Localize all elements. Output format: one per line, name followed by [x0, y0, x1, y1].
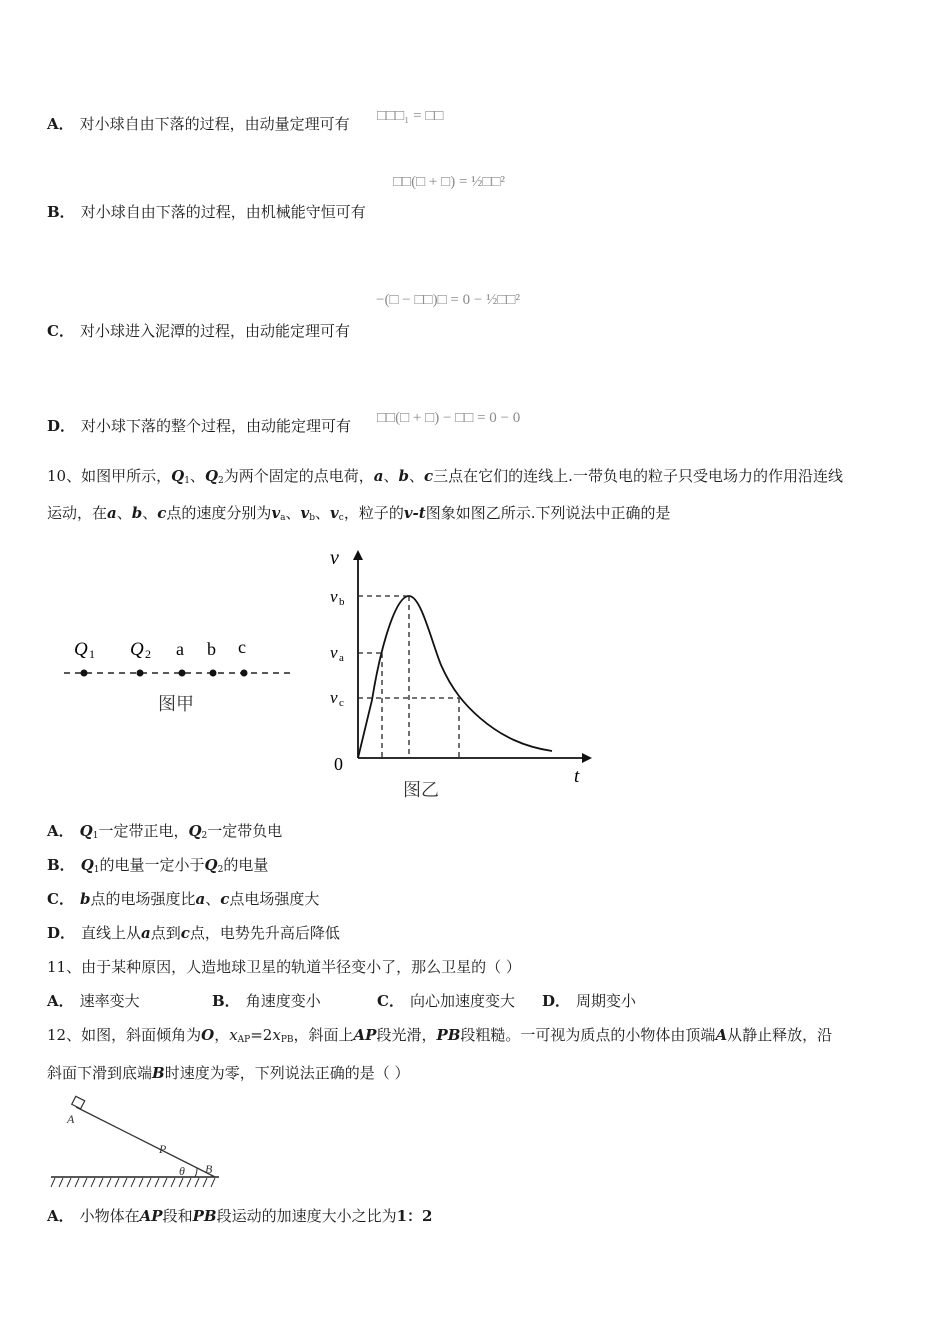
var-segment: PB: [436, 1026, 461, 1044]
option-text: 点到: [150, 924, 181, 942]
var-segment: AP: [353, 1026, 377, 1044]
option-text: 角速度变小: [245, 992, 321, 1010]
stem-text: ，: [214, 1026, 230, 1044]
q9-formula-c: −(□ − □□)□ = 0 − ½□□²: [376, 292, 520, 308]
q9-option-a: [47, 113, 350, 135]
option-label: D．: [47, 417, 76, 435]
option-label: A．: [47, 1207, 74, 1225]
var-q2-sub: 2: [218, 476, 224, 486]
stem-text: 图象如图乙所示.下列说法中正确的是: [425, 504, 671, 522]
var-q-sub: 2: [201, 831, 208, 841]
point-q1: [81, 670, 88, 677]
option-text: 段和: [162, 1207, 193, 1225]
q12-stem-line2: [47, 1062, 409, 1084]
option-label: C．: [47, 322, 74, 340]
q12-option-a: [47, 1205, 432, 1227]
ground-hatching: [51, 1178, 215, 1187]
q10-option-c: [47, 888, 319, 910]
stem-text: 由于某种原因，人造地球卫星的轨道半径变小了，那么卫星的（ ）: [81, 958, 521, 976]
stem-text: 段粗糙。一可视为质点的小物体由顶端: [460, 1026, 716, 1044]
option-text: 小物体在: [79, 1207, 140, 1225]
stem-text: 时速度为零，下列说法正确的是（ ）: [164, 1064, 410, 1082]
option-text: 速率变大: [79, 992, 140, 1010]
option-text: 的电量: [223, 856, 269, 874]
figure-yi: [320, 540, 600, 805]
stem-text: 三点在它们的连线上.一带负电的粒子只受电场力的作用沿连线: [433, 467, 843, 485]
caption-yi: 图乙: [403, 780, 439, 800]
var-v: v: [403, 504, 413, 522]
label-vc: v: [330, 688, 338, 707]
option-text: 对小球自由下落的过程，由动量定理可有: [79, 115, 350, 133]
q9-formula-d: □□(□ + □) − □□ = 0 − 0: [377, 410, 521, 426]
var-point: a: [141, 924, 151, 942]
option-text: 段运动的加速度大小之比为: [216, 1207, 397, 1225]
q11-option-a: [47, 990, 140, 1012]
point-c: [241, 670, 248, 677]
var-point: c: [180, 924, 190, 942]
block: [72, 1096, 85, 1109]
var-v-sub: c: [338, 513, 344, 523]
var-point: c: [220, 890, 230, 908]
option-text: 点电场强度大: [229, 890, 320, 908]
label-t: t: [574, 766, 580, 787]
var-b: b: [131, 504, 143, 522]
q11-stem: [47, 956, 521, 978]
var-q1: Q: [171, 467, 185, 485]
q10-stem-line2: 运动，在a、b、c点的速度分别为$v_a$、$v_b$、$v_c$，粒子的v-t图象如图乙所示.下列说法中正确的是: [47, 504, 671, 523]
option-label: D．: [542, 992, 571, 1010]
label-a: a: [176, 639, 184, 659]
q11-option-c: [377, 990, 515, 1012]
option-label: C．: [47, 890, 74, 908]
option-text: 直线上从: [81, 924, 142, 942]
option-label: A．: [47, 992, 74, 1010]
question-number: 10、: [47, 467, 82, 485]
option-text: 、: [205, 890, 221, 908]
var-vt: v-t: [403, 504, 426, 522]
stem-text: 点的速度分别为: [166, 504, 272, 522]
q9-formula-a: □□□₁ = □□: [377, 108, 444, 124]
var-x-sub: PB: [280, 1035, 294, 1045]
stem-text: 运动，在: [47, 504, 108, 522]
stem-text: ，粒子的: [343, 504, 404, 522]
q9-option-d: [47, 415, 351, 437]
option-label: B．: [47, 856, 75, 874]
stem-text: 如图甲所示，: [81, 467, 172, 485]
q12-stem-line1: [47, 1024, 832, 1051]
var-point: A: [715, 1026, 728, 1044]
point-q2: [137, 670, 144, 677]
option-text: 对小球进入泥潭的过程，由动能定理可有: [79, 322, 350, 340]
label-c: c: [238, 637, 246, 657]
var-q: Q: [188, 822, 202, 840]
var-q: Q: [79, 822, 93, 840]
var-v: v: [271, 504, 281, 522]
q11-option-b: [212, 990, 321, 1012]
figure-incline: [45, 1095, 230, 1195]
var-c: c: [157, 504, 167, 522]
angle-arc: [195, 1168, 197, 1177]
var-b: b: [398, 467, 410, 485]
q10-option-a: [47, 820, 282, 847]
var-a: a: [107, 504, 117, 522]
label-b: b: [207, 639, 216, 659]
option-text: 向心加速度变大: [409, 992, 515, 1010]
var-v-sub: a: [280, 513, 286, 523]
var-point: a: [195, 890, 206, 908]
var-v: v: [330, 504, 339, 522]
q11-option-d: [542, 990, 636, 1012]
label-theta: θ: [179, 1164, 185, 1178]
var-t: t: [418, 504, 426, 522]
question-number: 11、: [47, 958, 82, 976]
label-q2: Q: [130, 639, 144, 660]
label-vc-sub: c: [339, 697, 344, 709]
stem-text: 斜面下滑到底端: [47, 1064, 153, 1082]
point-a: [179, 670, 186, 677]
option-label: A．: [47, 115, 74, 133]
option-text: 对小球自由下落的过程，由机械能守恒可有: [80, 203, 366, 221]
var-q-sub: 2: [217, 865, 224, 875]
option-label: A．: [47, 822, 74, 840]
var-q-sub: 1: [93, 865, 100, 875]
option-text: 点，电势先升高后降低: [189, 924, 340, 942]
q10-stem-line1: 10、如图甲所示，$Q_1$、$Q_2$为两个固定的点电荷，a、b、c三点在它们的连线上.一带负电的粒子只受电场力的作用沿连线: [47, 467, 843, 486]
option-label: C．: [377, 992, 404, 1010]
var-q2: Q: [204, 467, 219, 485]
label-A: A: [67, 1112, 75, 1126]
label-v: v: [330, 547, 339, 569]
stem-sep: 、: [189, 467, 205, 485]
option-label: B．: [212, 992, 240, 1010]
caption-jia: 图甲: [158, 694, 194, 714]
figure-jia: [60, 630, 300, 725]
var-theta: O: [201, 1026, 215, 1044]
question-number: 12、: [47, 1026, 82, 1044]
label-origin: 0: [334, 754, 343, 774]
option-text: 的电量一定小于: [99, 856, 205, 874]
label-q1: Q: [74, 639, 88, 660]
label-B: B: [205, 1162, 213, 1176]
var-segment: PB: [192, 1207, 217, 1225]
ratio-value: 1：2: [396, 1207, 433, 1225]
q9-option-c: [47, 320, 350, 342]
option-text: 对小球下落的整个过程，由动能定理可有: [81, 417, 352, 435]
option-label: D．: [47, 924, 76, 942]
option-text: 一定带正电，: [98, 822, 189, 840]
label-va-sub: a: [339, 652, 344, 664]
option-label: B．: [47, 203, 75, 221]
option-text: 一定带负电: [207, 822, 283, 840]
var-c: c: [424, 467, 434, 485]
var-point: b: [79, 890, 91, 908]
option-text: 周期变小: [576, 992, 637, 1010]
var-v: v: [300, 504, 310, 522]
stem-text: ，斜面上: [293, 1026, 354, 1044]
label-vb-sub: b: [339, 596, 345, 608]
label-q2-sub: 2: [145, 647, 151, 661]
var-q: Q: [204, 856, 218, 874]
point-b: [210, 670, 217, 677]
option-text: 点的电场强度比: [90, 890, 196, 908]
stem-text: 如图，斜面倾角为: [81, 1026, 202, 1044]
label-vb: v: [330, 587, 338, 606]
stem-text: 从静止释放，沿: [727, 1026, 833, 1044]
q9-formula-b: □□(□ + □) = ½□□²: [393, 174, 506, 190]
label-P: P: [159, 1142, 167, 1156]
var-x: x: [272, 1026, 281, 1044]
var-x: x: [229, 1026, 238, 1044]
var-x-sub: AP: [237, 1035, 251, 1045]
stem-text: 为两个固定的点电荷，: [223, 467, 374, 485]
var-point: B: [152, 1064, 165, 1082]
var-q1-sub: 1: [184, 476, 190, 486]
var-q: Q: [80, 856, 94, 874]
stem-text: =2: [250, 1026, 273, 1044]
label-q1-sub: 1: [89, 647, 95, 661]
q9-option-b: [47, 201, 366, 223]
var-a: a: [373, 467, 384, 485]
var-v-sub: b: [309, 513, 316, 523]
q10-option-b: [47, 854, 268, 881]
vt-curve: [358, 596, 552, 758]
var-segment: AP: [139, 1207, 163, 1225]
incline-surface: [76, 1107, 215, 1177]
q10-option-d: [47, 922, 340, 944]
label-va: v: [330, 643, 338, 662]
stem-text: 段光滑，: [376, 1026, 437, 1044]
var-q-sub: 1: [92, 831, 99, 841]
